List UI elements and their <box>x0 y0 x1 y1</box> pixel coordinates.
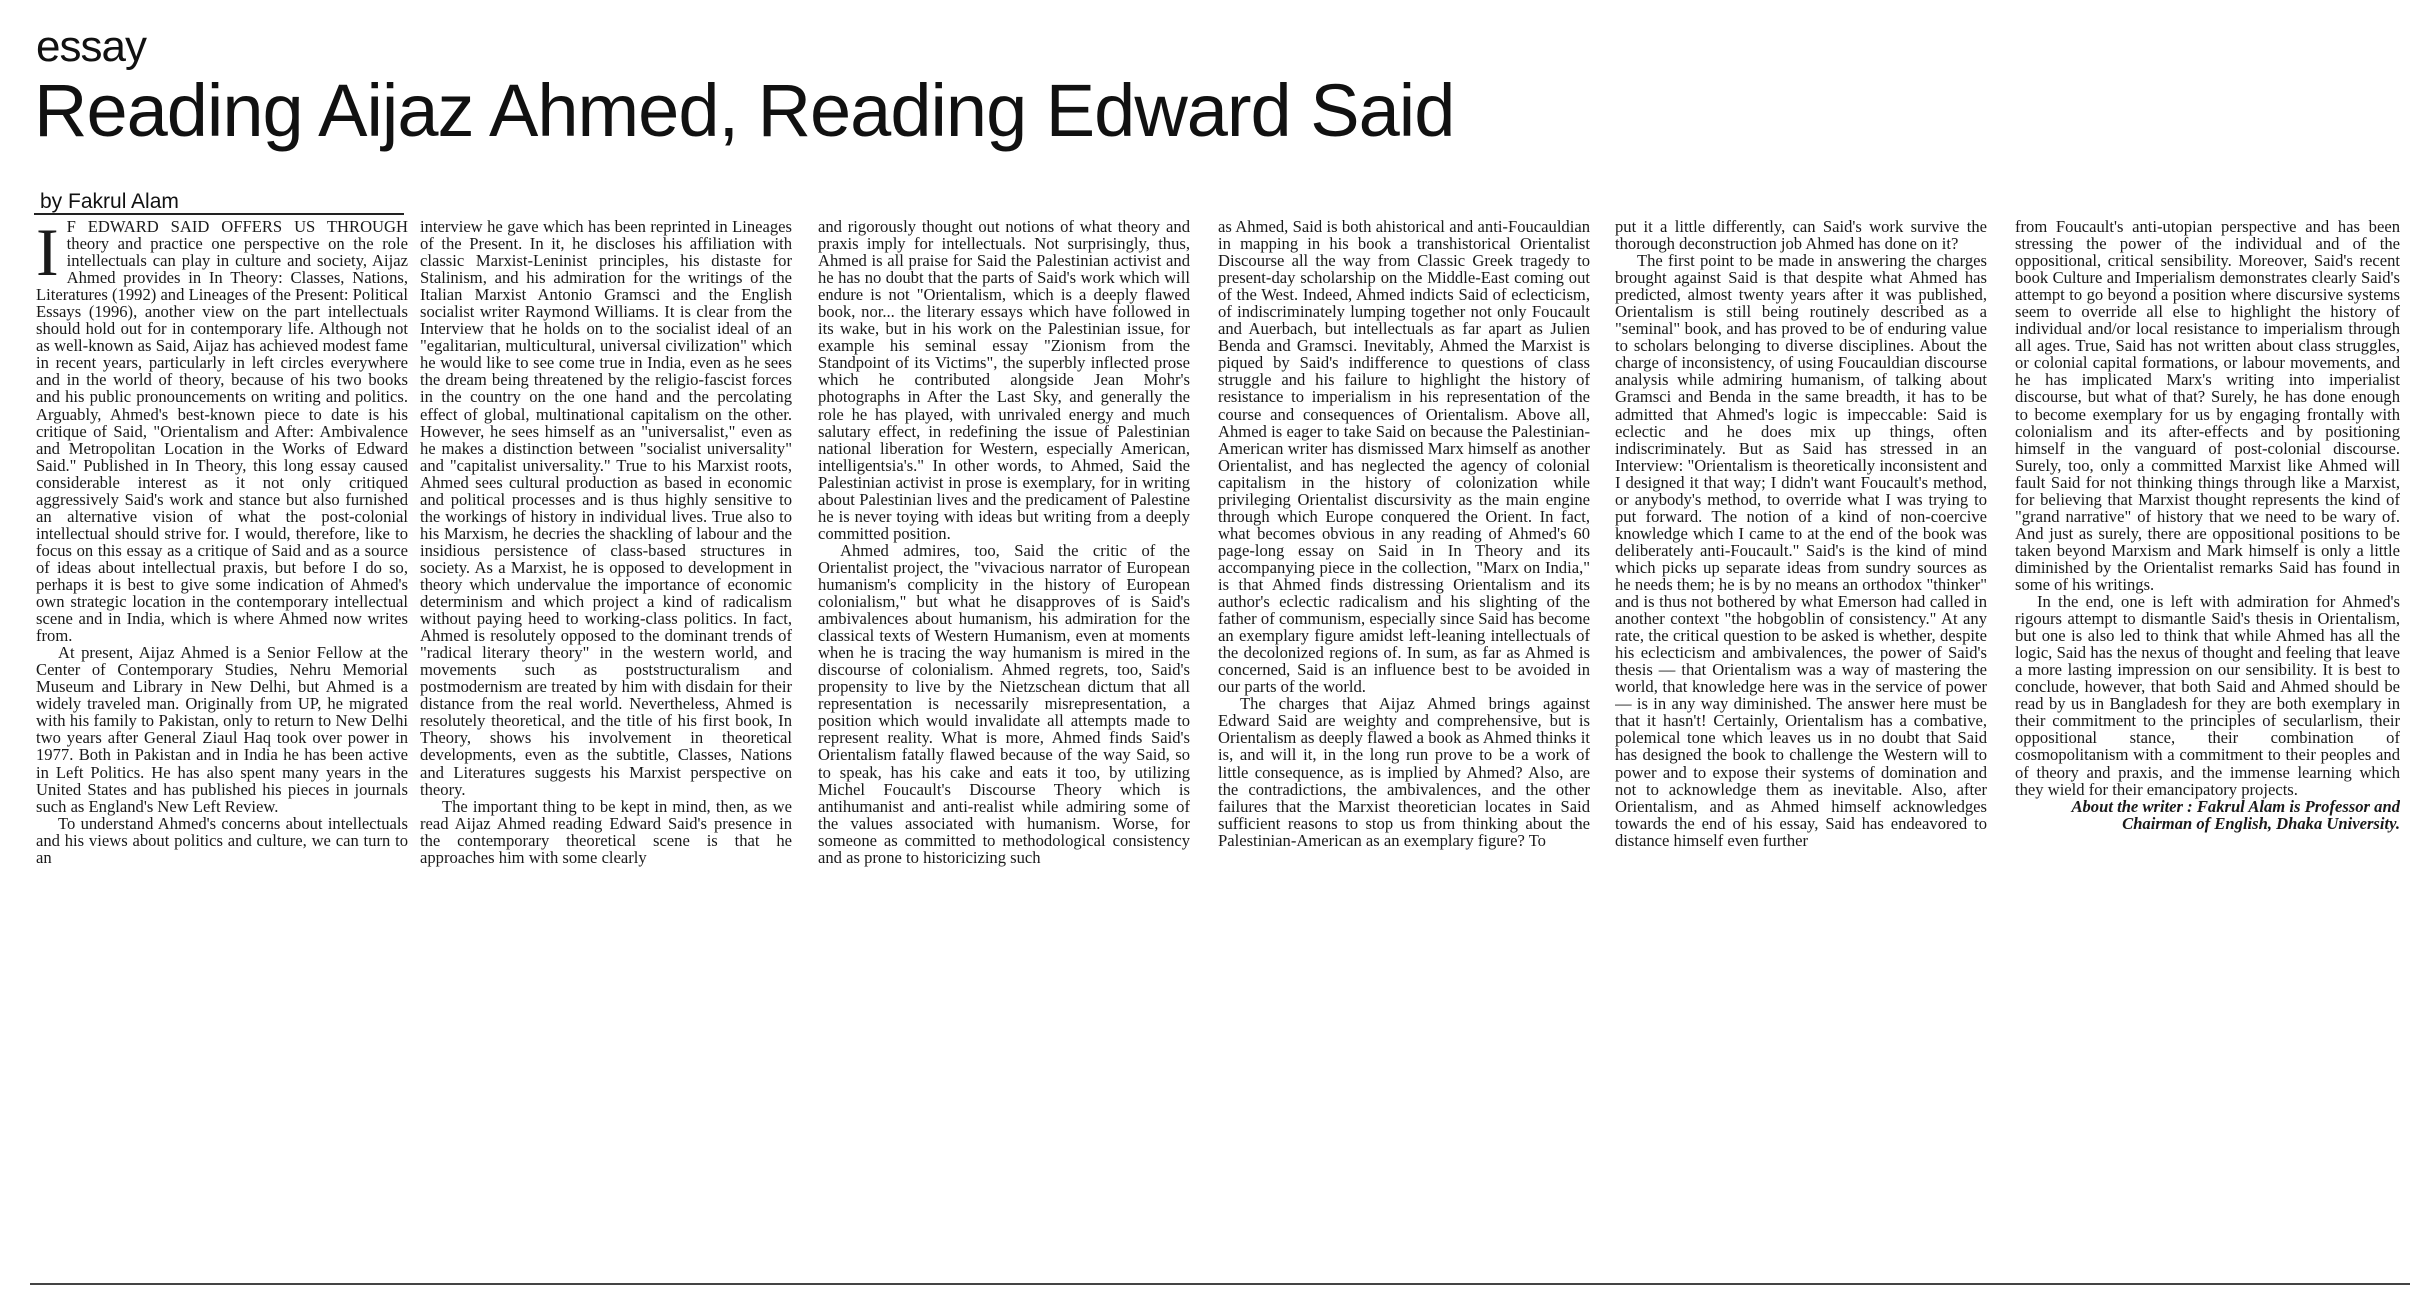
paragraph: as Ahmed, Said is both ahistorical and anti-Foucauldian in mapping in his book a transhistorical Orientalist Discourse all the way from Classic Greek tragedy to present-day scholarship on the Middle-East coming out of the West. Indeed, Ahmed indicts Said of eclecticism, of indiscriminately lumping together not only Foucault and Auerbach, but intellectuals as far apart as Julien Benda and Gramsci. Inevitably, Ahmed the Marxist is piqued by Said's indifference to questions of class struggle and his failure to highlight the history of resistance to imperialism in his representation of the course and consequences of Orientalism. Above all, Ahmed is eager to take Said on because the Palestinian-American writer has dismissed Marx himself as another Orientalist, and has neglected the agency of colonial capitalism in the history of colonization while privileging Orientalist discursivity as the main engine through which Europe conquered the Orient. In fact, what becomes obvious in any reading of Ahmed's 60 page-long essay on Said in In Theory and its accompanying piece in the collection, "Marx on India," is that Ahmed finds distressing Orientalism and its author's eclectic radicalism and his slighting of the father of communism, especially since Said has become an exemplary figure amidst left-leaning intellectuals of the decolonized regions of. In sum, as far as Ahmed is concerned, Said is an influence best to be avoided in our parts of the world. <box>1218 218 1590 697</box>
paragraph: In the end, one is left with admiration for Ahmed's rigours attempt to dismantle Said's thesis in Orientalism, but one is also led to think that while Ahmed has all the logic, Said has the nexus of thought and feeling that leave a more lasting impression on our sensibility. It is best to conclude, however, that both Said and Ahmed should be read by us in Bangladesh for they are both exemplary in their commitment to the principles of secularlism, their oppositional stance, their combination of cosmopolitanism with a commitment to their peoples and of theory and praxis, and the immense learning which they wield for their emancipatory projects. <box>2015 592 2400 799</box>
paragraph: At present, Aijaz Ahmed is a Senior Fellow at the Center of Contemporary Studies, Nehru Memorial Museum and Library in New Delhi, but Ahmed is a widely traveled man. Originally from UP, he migrated with his family to Pakistan, only to return to New Delhi two years after General Ziaul Haq took over power in 1977. Both in Pakistan and in India he has been active in Left Politics. He has also spent many years in the United States and has published his pieces in journals such as England's New Left Review. <box>36 643 408 816</box>
column-5 <box>1615 218 1987 1280</box>
byline: by Fakrul Alam <box>40 190 179 213</box>
section-label: essay <box>36 22 146 71</box>
paragraph: F EDWARD SAID OFFERS US THROUGH theory and practice one perspective on the role intellectuals can play in culture and society, Aijaz Ahmed provides in In Theory: Classes, Nations, Literatures (1992) and Lineages of the Present: Political Essays (1996), another view on the part intellectuals should hold out for in contemporary life. Although not as well-known as Said, Aijaz has achieved modest fame in recent years, particularly in left circles everywhere and in the world of theory, because of his two books and his public pronouncements on writing and politics. Arguably, Ahmed's best-known piece to date is his critique of Said, "Orientalism and After: Ambivalence and Metropolitan Location in the Works of Edward Said." Published in In Theory, this long essay caused considerable interest as it not only critiqued aggressively Said's work and stance but also furnished an alternative vision of what the post-colonial intellectual should strive for. I would, therefore, like to focus on this essay as a critique of Said and as a source of ideas about intellectual praxis, but before I do so, perhaps it is best to give some indication of Ahmed's own strategic location in the contemporary intellectual scene and in India, which is where Ahmed now writes from. <box>36 218 408 646</box>
headline: Reading Aijaz Ahmed, Reading Edward Said <box>34 69 1455 152</box>
byline-rule <box>34 213 404 215</box>
column-4 <box>1218 218 1590 1280</box>
paragraph: and rigorously thought out notions of what theory and praxis imply for intellectuals. Not surprisingly, thus, Ahmed is all praise for Said the Palestinian activist and he has no doubt that the parts of Said's work which will endure is not "Orientalism, which is a deeply flawed book, nor... the literary essays which have followed in its wake, but in his work on the Palestinian issue, for example his seminal essay "Zionism from the Standpoint of its Victims", the superbly inflected prose which he contributed alongside Jean Mohr's photographs in After the Last Sky, and generally the role he has played, with unrivaled energy and much salutary effect, in redefining the issue of Palestinian national liberation for Western, especially American, intelligentsia's." In other words, to Ahmed, Said the Palestinian activist in prose is exemplary, for in writing about Palestinian lives and the predicament of Palestine he is never toying with ideas but writing from a deeply committed position. <box>818 218 1190 543</box>
paragraph: put it a little differently, can Said's work survive the thorough deconstruction job Ahmed has done on it? <box>1615 218 1987 254</box>
drop-cap: I <box>36 218 59 290</box>
paragraph: The charges that Aijaz Ahmed brings against Edward Said are weighty and comprehensive, but is Orientalism as deeply flawed a book as Ahmed thinks it is, and will it, in the long run prove to be a work of little consequence, as is implied by Ahmed? Also, are the contradictions, the ambivalences, and the other failures that the Marxist theoretician locates in Said sufficient reasons to stop us from thinking about the Palestinian-American as an exemplary figure? To <box>1218 694 1590 850</box>
column-6 <box>2015 218 2400 1280</box>
paragraph: from Foucault's anti-utopian perspective and has been stressing the power of the individual and of the oppositional, critical sensibility. Moreover, Said's recent book Culture and Imperialism demonstrates clearly Said's attempt to go beyond a position where discursive systems seem to override all else to highlight the history of individual and/or local resistance to imperialism through all ages. True, Said has not written about class struggles, or colonial capital formations, or labour movements, and he has implicated Marx's writing into imperialist discourse, but what of that? Surely, he has done enough to become exemplary for us by engaging frontally with colonialism and its after-effects and by positioning himself in the vanguard of post-colonial discourse. Surely, too, only a committed Marxist like Ahmed will fault Said for not thinking things through like a Marxist, for believing that Marxist thought represents the kind of "grand narrative" of history that we need to be wary of. And just as surely, there are oppositional positions to be taken beyond Marxism and Mark himself is only a little diminished by the Orientalist remarks Said has found in some of his writings. <box>2015 218 2400 594</box>
paragraph: To understand Ahmed's concerns about intellectuals and his views about politics and culture, we can turn to an <box>36 813 408 867</box>
paragraph: The important thing to be kept in mind, then, as we read Aijaz Ahmed reading Edward Said's presence in the contemporary theoretical scene is that he approaches him with some clearly <box>420 796 792 867</box>
bottom-rule <box>30 1283 2410 1285</box>
author-note: About the writer : Fakrul Alam is Professor and Chairman of English, Dhaka University. <box>2071 796 2400 833</box>
paragraph: The first point to be made in answering the charges brought against Said is that despite what Ahmed has predicted, almost twenty years after it was published, Orientalism is still being routinely described as a "seminal" book, and has proved to be of enduring value to scholars belonging to diverse disciplines. About the charge of inconsistency, of using Foucauldian discourse analysis while admiring humanism, of talking about Gramsci and Benda in the same breadth, it has to be admitted that Ahmed's logic is impeccable: Said is eclectic and he does mix up things, often indiscriminately. But as Said has stressed in an Interview: "Orientalism is theoretically inconsistent and I designed it that way; I didn't want Foucault's method, or anybody's method, to override what I was trying to put forward. The notion of a kind of non-coercive knowledge which I came to at the end of the book was deliberately anti-Foucault." Said's is the kind of mind which picks up separate ideas from sundry sources as he needs them; he is by no means an orthodox "thinker" and is thus not bothered by what Emerson had called in another context "the hobgoblin of consistency." At any rate, the critical question to be asked is whether, despite his eclecticism and ambivalences, the power of Said's thesis — that Orientalism was a way of mastering the world, that knowledge here was in the service of power — is in any way diminished. The answer here must be that it hasn't! Certainly, Orientalism has a combative, polemical tone which leaves us in no doubt that Said has designed the book to challenge the Western will to power and to expose their systems of domination and not to acknowledge them as inevitable. Also, after Orientalism, and as Ahmed himself acknowledges towards the end of his essay, Said has endeavored to distance himself even further <box>1615 251 1987 850</box>
paragraph: interview he gave which has been reprinted in Lineages of the Present. In it, he discloses his affiliation with classic Marxist-Leninist principles, his distaste for Stalinism, and his admiration for the writings of the Italian Marxist Antonio Gramsci and the English socialist writer Raymond Williams. It is clear from the Interview that he holds on to the socialist ideal of an "egalitarian, multicultural, universal civilization" which he would like to see come true in India, even as he sees the dream being threatened by the religio-fascist forces in the country on the one hand and the percolating effect of global, multinational capitalism on the other. However, he sees himself as an "universalist," even as he makes a distinction between "socialist universality" and "capitalist universality." True to his Marxist roots, Ahmed sees cultural production as based in economic and political processes and is thus highly sensitive to the workings of history in individual lives. True also to his Marxism, he decries the shackling of labour and the insidious persistence of class-based structures in society. As a Marxist, he is opposed to development in theory which undervalue the importance of economic determinism and which project a kind of radicalism without paying heed to working-class politics. In fact, Ahmed is resolutely opposed to the dominant trends of "radical literary theory" in the western world, and movements such as poststructuralism and postmodernism are treated by him with disdain for their distance from the real world. Nevertheless, Ahmed is resolutely theoretical, and the title of his first book, In Theory, shows his involvement in theoretical developments, even as the subtitle, Classes, Nations and Literatures suggests his Marxist perspective on theory. <box>420 218 792 799</box>
column-2 <box>420 218 792 1280</box>
paragraph: Ahmed admires, too, Said the critic of the Orientalist project, the "vivacious narrator of European humanism's complicity in the history of European colonialism," but what he disapproves of is Said's ambivalences about humanism, his admiration for the classical texts of Western Humanism, even at moments when he is tracing the way humanism is mired in the discourse of colonialism. Ahmed regrets, too, Said's propensity to live by the Nietzschean dictum that all representation is necessarily misrepresentation, a position which would invalidate all attempts made to represent reality. What is more, Ahmed finds Said's Orientalism fatally flawed because of the way Said, so to speak, has his cake and eats it too, by utilizing Michel Foucault's Discourse Theory which is antihumanist and anti-realist while admiring some of the values associated with humanism. Worse, for someone as committed to methodological consistency and as prone to historicizing such <box>818 540 1190 867</box>
column-3 <box>818 218 1190 1280</box>
column-1 <box>36 218 408 1280</box>
